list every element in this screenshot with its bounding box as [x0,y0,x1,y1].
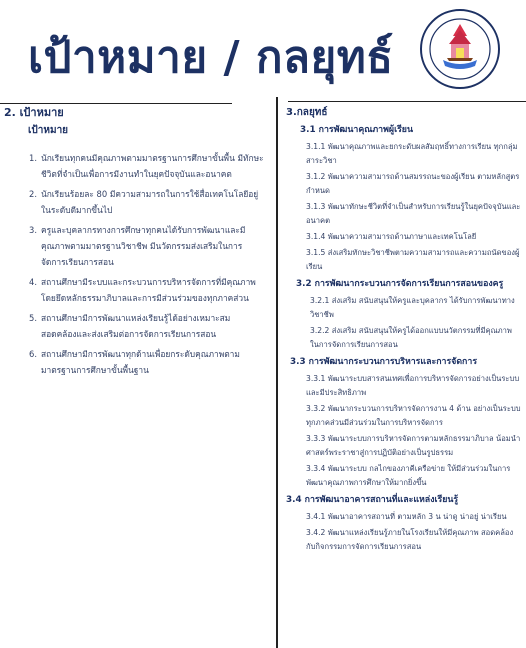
goals-column [4,106,272,382]
strategy-section-title: 3.4 การพัฒนาอาคารสถานที่และแหล่งเรียนรู้ [286,495,459,505]
strategy-column [284,106,522,556]
goal-item [4,186,272,218]
goal-text: สถานศึกษามีระบบและกระบวนการบริหารจัดการที่มีคุณภาพ โดยยึดหลักธรรมาภิบาลและการมีส่วนร่วมของทุกภาคส่วน [41,277,256,303]
goal-number: 5. [29,313,37,323]
goal-number: 4. [29,277,37,287]
goal-number: 3. [29,225,37,235]
strategy-item: 3.4.2 พัฒนาแหล่งเรียนรู้ภายในโรงเรียนให้มีคุณภาพ สอดคล้องกับกิจกรรมการจัดการเรียนการสอน [306,528,514,551]
goals-list [4,150,272,378]
goal-item [4,222,272,270]
left-header-rule [0,103,232,104]
strategy-item: 3.2.1 ส่งเสริม สนับสนุนให้ครูและบุคลากร ได้รับการพัฒนาทางวิชาชีพ [310,296,515,319]
goal-text: สถานศึกษามีการพัฒนาทุกด้านเพื่อยกระดับคุณภาพตามมาตรฐานการศึกษาขั้นพื้นฐาน [41,349,240,375]
goal-item [4,310,272,342]
goal-number: 2. [29,189,37,199]
strategy-item: 3.3.1 พัฒนาระบบสารสนเทศเพื่อการบริหารจัดการอย่างเป็นระบบและมีประสิทธิภาพ [306,374,520,397]
goal-item [4,150,272,182]
strategy-section-title: 3.3 การพัฒนากระบวนการบริหารและการจัดการ [290,357,478,367]
school-logo [419,8,501,90]
goal-item [4,274,272,306]
goals-subheading: เป้าหมาย [28,125,69,136]
goal-text: นักเรียนร้อยละ 80 มีความสามารถในการใช้สื่อเทคโนโลยีอยู่ในระดับดีมากขึ้นไป [41,189,259,215]
strategy-item: 3.1.2 พัฒนาความสามารถด้านสมรรถนะของผู้เรียน ตามหลักสูตรกำหนด [306,172,520,195]
strategy-item: 3.3.2 พัฒนากระบวนการบริหารจัดการงาน 4 ด้าน อย่างเป็นระบบ ทุกภาคส่วนมีส่วนร่วมในการบริหารจัดการ [306,404,521,427]
goal-text: ครูและบุคลากรทางการศึกษาทุกคนได้รับการพัฒนาและมีคุณภาพตามมาตรฐานวิชาชีพ มีนวัตกรรมส่งเสริมในการจัดการเรียนการสอน [41,225,246,267]
strategy-item: 3.1.5 ส่งเสริมทักษะวิชาชีพตามความสามารถและความถนัดของผู้เรียน [306,248,520,271]
strategy-item: 3.1.4 พัฒนาความสามารถด้านภาษาและเทคโนโลยี [306,232,477,241]
strategy-heading: 3.กลยุทธ์ [286,107,328,118]
strategy-item: 3.4.1 พัฒนาอาคารสถานที่ ตามหลัก 3 น น่าดู น่าอยู่ น่าเรียน [306,512,507,521]
strategy-item: 3.1.3 พัฒนาทักษะชีวิตที่จำเป็นสำหรับการเรียนรู้ในยุคปัจจุบันและอนาคต [306,202,521,225]
goals-heading: 2. เป้าหมาย [4,106,64,119]
goal-text: สถานศึกษามีการพัฒนาแหล่งเรียนรู้ได้อย่างเหมาะสม สอดคล้องและส่งเสริมต่อการจัดการเรียนการสอน [41,313,231,339]
strategy-item: 3.3.3 พัฒนาระบบการบริหารจัดการตามหลักธรรมาภิบาล น้อมนำศาสตร์พระราชาสู่การปฏิบัติอย่างเป็นรูปธรรม [306,434,521,457]
right-header-rule [288,101,526,102]
strategy-section-title: 3.1 การพัฒนาคุณภาพผู้เรียน [300,125,413,135]
goal-item [4,346,272,378]
strategy-section-title: 3.2 การพัฒนากระบวนการจัดการเรียนการสอนของครู [296,279,504,289]
strategy-item: 3.3.4 พัฒนาระบบ กลไกของภาคีเครือข่าย ให้มีส่วนร่วมในการพัฒนาคุณภาพการศึกษาให้มากยิ่งขึ้น [306,464,511,487]
page-title: เป้าหมาย / กลยุทธ์ [28,32,394,83]
goal-text: นักเรียนทุกคนมีคุณภาพตามมาตรฐานการศึกษาขั้นพื้น มีทักษะชีวิตที่จำเป็นเพื่อการมีงานทำในยุคปัจจุบันและอนาคต [41,153,264,179]
goal-number: 6. [29,349,37,359]
goal-number: 1. [29,153,37,163]
strategy-item: 3.2.2 ส่งเสริม สนับสนุนให้ครูได้ออกแบบนวัตกรรมที่มีคุณภาพ ในการจัดการเรียนการสอน [310,326,512,349]
column-divider [276,97,278,648]
strategy-item: 3.1.1 พัฒนาคุณภาพและยกระดับผลสัมฤทธิ์ทางการเรียน ทุกกลุ่มสาระวิชา [306,142,518,165]
